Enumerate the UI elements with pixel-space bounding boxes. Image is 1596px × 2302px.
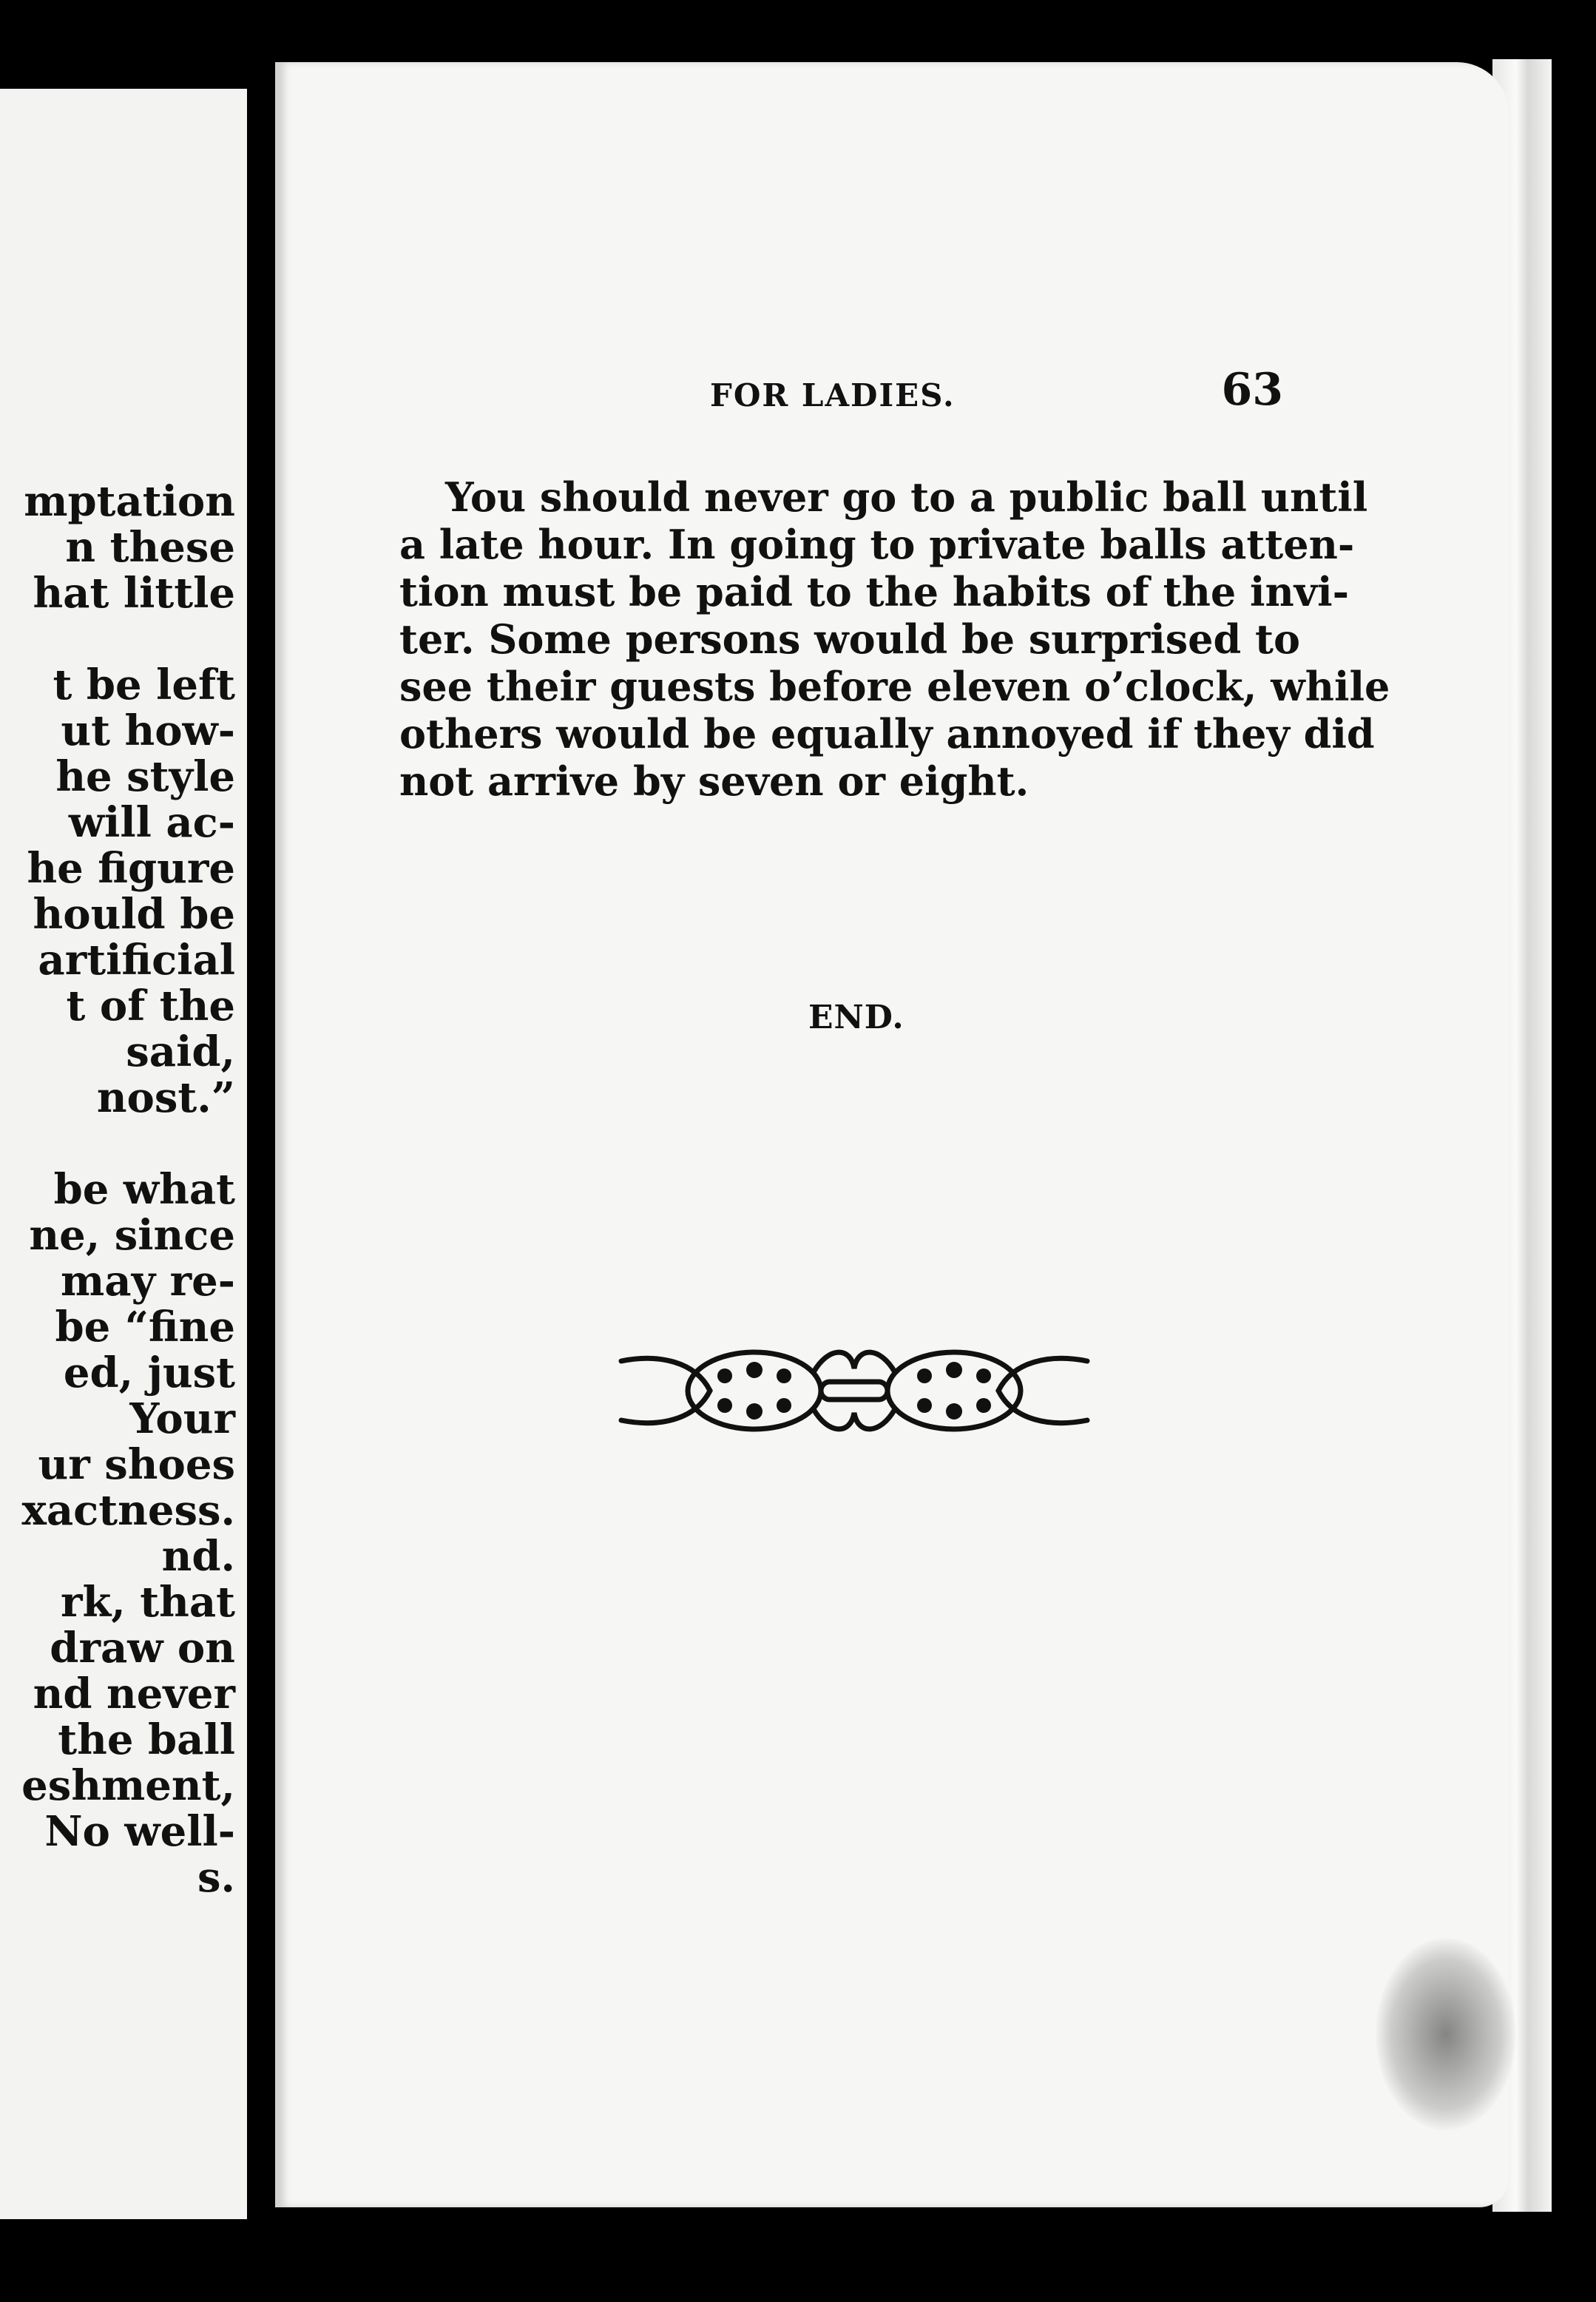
left-text-line: draw on — [50, 1624, 235, 1673]
left-text-line: ur shoes — [38, 1440, 235, 1489]
left-text-line: mptation — [24, 477, 235, 526]
left-text-line: xactness. — [21, 1486, 235, 1535]
left-text-line: rk, that — [60, 1578, 235, 1627]
left-text-line: will ac- — [68, 798, 235, 847]
left-text-line: ut how- — [61, 706, 235, 755]
left-text-line: be what — [53, 1165, 235, 1214]
left-text-line: No well- — [44, 1807, 235, 1856]
left-text-line: nd never — [33, 1670, 235, 1718]
left-text-line: may re- — [61, 1257, 235, 1306]
end-mark: END. — [808, 999, 904, 1036]
body-line: a late hour. In going to private balls atten- — [399, 521, 1355, 568]
left-page — [0, 89, 247, 2219]
left-text-line: t of the — [66, 982, 235, 1030]
page-number: 63 — [1221, 364, 1283, 416]
left-text-line: hat little — [33, 569, 235, 618]
left-text-line: said, — [126, 1027, 235, 1076]
left-text-line: eshment, — [21, 1761, 235, 1810]
body-line: ter. Some persons would be surprised to — [399, 615, 1301, 663]
left-text-line: Your — [129, 1394, 235, 1443]
left-text-line: he style — [55, 752, 235, 801]
scroll-ornament-icon — [614, 1331, 1095, 1450]
body-line: others would be equally annoyed if they did — [399, 710, 1375, 757]
page-stain — [1376, 1938, 1516, 2130]
body-line: not arrive by seven or eight. — [399, 757, 1029, 805]
left-text-line: n these — [65, 523, 235, 572]
body-line: see their guests before eleven o’clock, while — [399, 663, 1390, 710]
page-header — [399, 364, 1283, 423]
left-text-line: artificial — [38, 936, 235, 985]
left-text-line: s. — [197, 1853, 235, 1902]
left-text-line: ed, just — [63, 1349, 235, 1397]
left-text-line: be “fine — [55, 1303, 235, 1351]
left-text-line: nost.” — [96, 1073, 235, 1122]
book-gutter — [247, 0, 277, 2302]
body-line: tion must be paid to the habits of the invi- — [399, 568, 1350, 615]
body-paragraph — [399, 473, 1390, 805]
left-text-line: he figure — [27, 844, 235, 893]
left-text-line: ne, since — [29, 1211, 235, 1260]
left-text-line: the ball — [58, 1715, 235, 1764]
left-text-line: nd. — [161, 1532, 235, 1581]
left-text-line: t be left — [53, 661, 235, 709]
body-line: You should never go to a public ball until — [445, 473, 1368, 521]
running-head: FOR LADIES. — [710, 377, 956, 414]
left-text-line: hould be — [33, 890, 235, 939]
